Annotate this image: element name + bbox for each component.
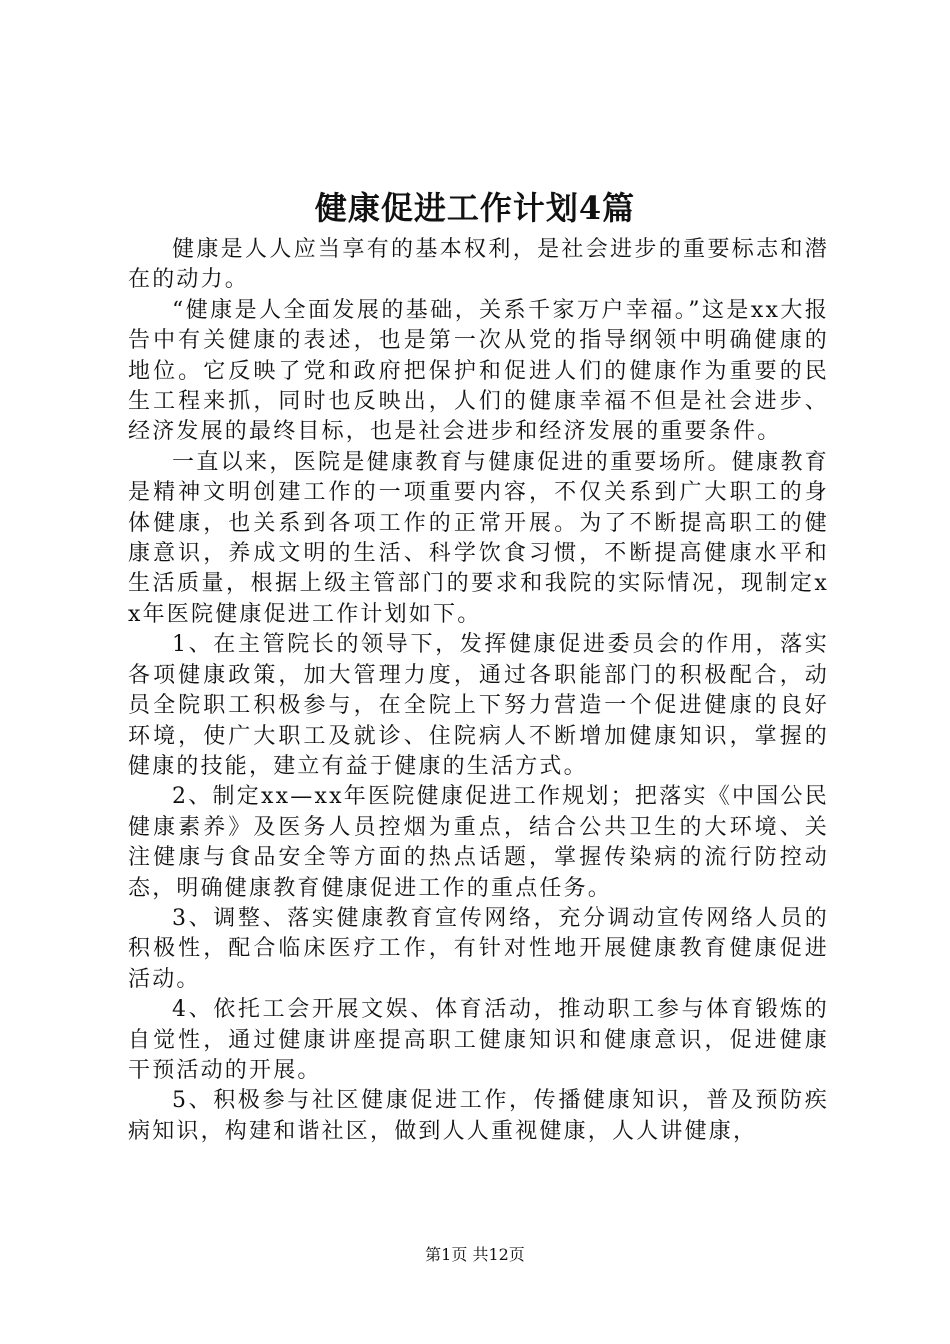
paragraph-item-2: 2、制定xx—xx年医院健康促进工作规划；把落实《中国公民健康素养》及医务人员控烟为重点，结合公共卫生的大环境、关注健康与食品安全等方面的热点话题，掌握传染病的流行防控动态，明确健康教育健康促进工作的重点任务。 <box>128 784 829 901</box>
paragraph-item-4: 4、依托工会开展文娱、体育活动，推动职工参与体育锻炼的自觉性，通过健康讲座提高职工健康知识和健康意识，促进健康干预活动的开展。 <box>128 997 829 1083</box>
paragraph-item-1: 1、在主管院长的领导下，发挥健康促进委员会的作用，落实各项健康政策，加大管理力度，通过各职能部门的积极配合，动员全院职工积极参与，在全院上下努力营造一个促进健康的良好环境，使广大职工及就诊、住院病人不断增加健康知识，掌握的健康的技能，建立有益于健康的生活方式。 <box>128 632 829 779</box>
document-body <box>128 235 829 1147</box>
paragraph-item-3: 3、调整、落实健康教育宣传网络，充分调动宣传网络人员的积极性，配合临床医疗工作，有针对性地开展健康教育健康促进活动。 <box>128 905 829 992</box>
paragraph-intro: 健康是人人应当享有的基本权利，是社会进步的重要标志和潜在的动力。 <box>128 237 829 293</box>
paragraph-quote: “健康是人全面发展的基础，关系千家万户幸福。”这是xx大报告中有关健康的表述，也是第一次从党的指导纲领中明确健康的地位。它反映了党和政府把保护和促进人们的健康作为重要的民生工程来抓，同时也反映出，人们的健康幸福不但是社会进步、经济发展的最终目标，也是社会进步和经济发展的重要条件。 <box>128 297 829 445</box>
paragraph-background: 一直以来，医院是健康教育与健康促进的重要场所。健康教育是精神文明创建工作的一项重要内容，不仅关系到广大职工的身体健康，也关系到各项工作的正常开展。为了不断提高职工的健康意识，养成文明的生活、科学饮食习惯，不断提高健康水平和生活质量，根据上级主管部门的要求和我院的实际情况，现制定xx年医院健康促进工作计划如下。 <box>128 449 829 627</box>
page-number-footer: 第1页 共12页 <box>425 1245 525 1264</box>
document-title: 健康促进工作计划4篇 <box>314 189 636 227</box>
paragraph-item-5: 5、积极参与社区健康促进工作，传播健康知识，普及预防疾病知识，构建和谐社区，做到人人重视健康，人人讲健康， <box>128 1088 829 1144</box>
